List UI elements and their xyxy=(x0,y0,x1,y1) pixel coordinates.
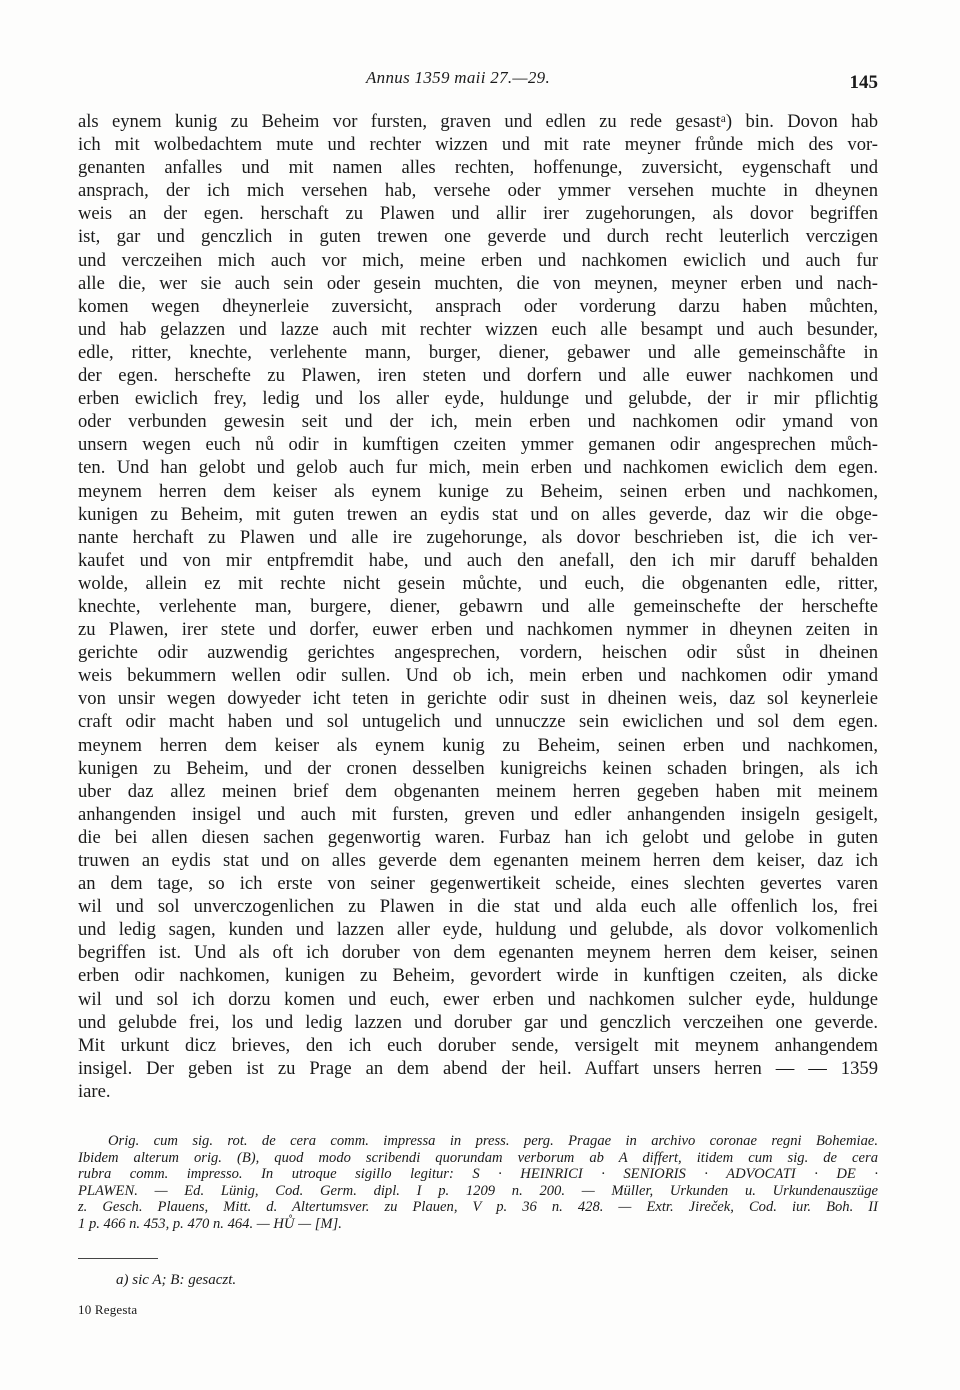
text-line: ansprach, der ich mich versehen hab, versehe oder ymmer versehen muchte in dheynen xyxy=(78,180,878,202)
note-line: z. Gesch. Plauens, Mitt. d. Altertumsver. zu Plauen, V p. 36 n. 428. — Extr. Jireček, Cod. iur. Boh. II xyxy=(78,1199,878,1216)
text-line: und ledig sagen, kunden und lazzen aller eyde, huldung und gelubde, als dovor volkomenlich xyxy=(78,919,878,941)
text-line: als eynem kunig zu Beheim vor fursten, graven und edlen zu rede gesastᵃ) bin. Dovon hab xyxy=(78,111,878,132)
text-line: weis bekummern wellen odir sullen. Und ob ich, mein erben und nachkomen odir ymand xyxy=(78,665,878,687)
charter-text xyxy=(78,110,878,1103)
text-line: der egen. herschefte zu Plawen, iren steten und dorfern und alle euwer nachkomen und xyxy=(78,365,878,387)
note-line: Ibidem alterum orig. (B), quod modo scribendi quorundam verborum ab A differt, itidem cum sig. de cera xyxy=(78,1149,878,1166)
text-line: gerichte odir auzwendig gerichtes angesprechen, vordern, heischen odir sůst in dheinen xyxy=(78,642,878,664)
text-line: ten. Und han gelobt und gelob auch fur mich, mein erben und nachkomen ewiclich dem egen. xyxy=(78,457,878,479)
signature-mark: 10 Regesta xyxy=(78,1302,138,1317)
text-line: meynem herren dem keiser als eynem kunig zu Beheim, seinen erben und nachkomen, xyxy=(78,734,878,756)
text-line: und gelubde frei, los und ledig lazzen und doruber gar und genczlich verczeihen one geverde. xyxy=(78,1011,878,1033)
text-line: zu Plawen, irer stete und dorfer, euwer erben und nachkomen nymmer in dheynen zeiten in xyxy=(78,619,878,641)
text-line: unsern wegen euch nů odir in kumftigen czeiten ymmer gemanen odir angesprechen můch- xyxy=(78,434,878,456)
text-line: truwen an eydis stat und on alles geverde dem egenanten meinem herren dem keiser, daz ich xyxy=(78,850,878,871)
text-line: genanten anfalles und mit namen alles rechten, hoffenunge, zuversicht, eygenschaft und xyxy=(78,157,878,179)
text-line: erben odir nachkomen, kunigen zu Beheim, gevordert wirde in kunftigen czeiten, als dicke xyxy=(78,965,878,987)
text-line: die bei allen diesen sachen gegenwortig waren. Furbaz han ich gelobt und gelobe in guten xyxy=(78,826,878,848)
text-line: edle, ritter, knechte, verlehente mann, burger, diener, gebawer und alle gemeinschåfte in xyxy=(78,341,878,363)
text-line: insigel. Der geben ist zu Prage an dem abend der heil. Auffart unsers herren — — 1359 xyxy=(78,1057,878,1079)
text-line: Mit urkunt dicz brieves, den ich euch doruber sende, versigelt mit meynem anhangendem xyxy=(78,1034,878,1056)
source-notes xyxy=(78,1133,878,1233)
text-line: iare. xyxy=(78,1080,111,1102)
footnote-divider xyxy=(78,1258,158,1259)
text-line: komen wegen dheynerleie zuversicht, ansprach oder vorderung darzu haben můchten, xyxy=(78,295,878,317)
text-line: wil und sol unverczogenlichen zu Plawen in die stat und alda euch alle offenlich los, frei xyxy=(78,896,878,918)
text-line: wolde, allein ez mit rechte nicht gesein můchte, und euch, die obgenanten edle, ritter, xyxy=(78,572,878,594)
text-line: kunigen zu Beheim, mit guten trewen an eydis stat und on alles geverde, daz wir die obge- xyxy=(78,503,878,525)
note-line: Orig. cum sig. rot. de cera comm. impressa in press. perg. Pragae in archivo coronae regni Bohemiae. xyxy=(108,1133,878,1149)
page-number: 145 xyxy=(849,72,878,93)
text-line: begriffen ist. Und als oft ich doruber von dem egenanten meynem herren dem keiser, seinen xyxy=(78,942,878,964)
footnote: a) sic A; B: gesaczt. xyxy=(116,1272,237,1288)
text-line: alle die, wer sie auch sein oder gesein muchten, die von meynen, meyner erben und nach- xyxy=(78,272,878,294)
text-line: weis an der egen. herschaft zu Plawen und allir irer zugehorungen, als dovor begriffen xyxy=(78,203,878,225)
text-line: anhangenden insigel und auch mit fursten, greven und edler anhangenden insigeln gesigelt, xyxy=(78,803,878,825)
text-line: an dem tage, so ich erste von seiner gegenwertikeit scheide, eines slechten gevertes varen xyxy=(78,873,878,895)
text-line: wil und sol ich dorzu komen und euch, ewer erben und nachkomen sulcher eyde, huldunge xyxy=(78,988,878,1010)
note-line: rubra comm. impresso. In utroque sigillo legitur: S · HEINRICI · SENIORIS · ADVOCATI · DE · xyxy=(78,1166,878,1183)
text-line: knechte, verlehente man, burgere, diener, gebawrn und alle gemeinschefte der herschefte xyxy=(78,595,878,617)
text-line: kaufet und von mir entpfremdit habe, und auch den anefall, den ich mir daruff behalden xyxy=(78,549,878,571)
text-line: ist, gar und genczlich in guten trewen one geverde und durch recht leuterlich verczigen xyxy=(78,226,878,248)
text-line: und hab gelazzen und lazze auch mit rechter wizzen euch alle besampt und auch besunder, xyxy=(78,318,878,340)
text-line: und verczeihen mich auch vor mich, meine erben und nachkomen ewiclich und auch fur xyxy=(78,249,878,271)
text-line: von unsir wegen dowyeder icht teten in gerichte odir sust in dheinen weis, daz sol keynerleie xyxy=(78,688,878,710)
text-line: kunigen zu Beheim, und der cronen desselben kunigreichs keinen schaden bringen, als ich xyxy=(78,757,878,779)
running-title: Annus 1359 maii 27.—29. xyxy=(366,68,550,87)
text-line: erben ewiclich frey, ledig und los aller eyde, huldunge und gelubde, der ir mir pflichtig xyxy=(78,388,878,410)
text-line: nante herchaft zu Plawen und alle ire zugehorunge, als dovor beschrieben ist, die ich ver- xyxy=(78,526,878,548)
text-line: ich mit wolbedachtem mute und rechter wizzen und mit rate meyner frůnde mich des vor- xyxy=(78,134,878,156)
text-line: oder verbunden gewesin seit und der ich, mein erben und nachkomen odir ymand von xyxy=(78,411,878,433)
note-line: 1 p. 466 n. 453, p. 470 n. 464. — HŮ — [M]. xyxy=(78,1215,342,1232)
text-line: meynem herren dem keiser als eynem kunige zu Beheim, seinen erben und nachkomen, xyxy=(78,480,878,502)
text-line: craft odir macht haben und sol untugelich und unnuczze sein ewiclichen und sol dem egen. xyxy=(78,711,878,733)
text-line: uber daz allez meinen brief dem obgenanten meinem herren gegeben haben mit meinem xyxy=(78,780,878,802)
running-head xyxy=(78,62,878,92)
note-line: PLAWEN. — Ed. Lünig, Cod. Germ. dipl. I p. 1209 n. 200. — Müller, Urkunden u. Urkundenauszüge xyxy=(78,1182,878,1199)
